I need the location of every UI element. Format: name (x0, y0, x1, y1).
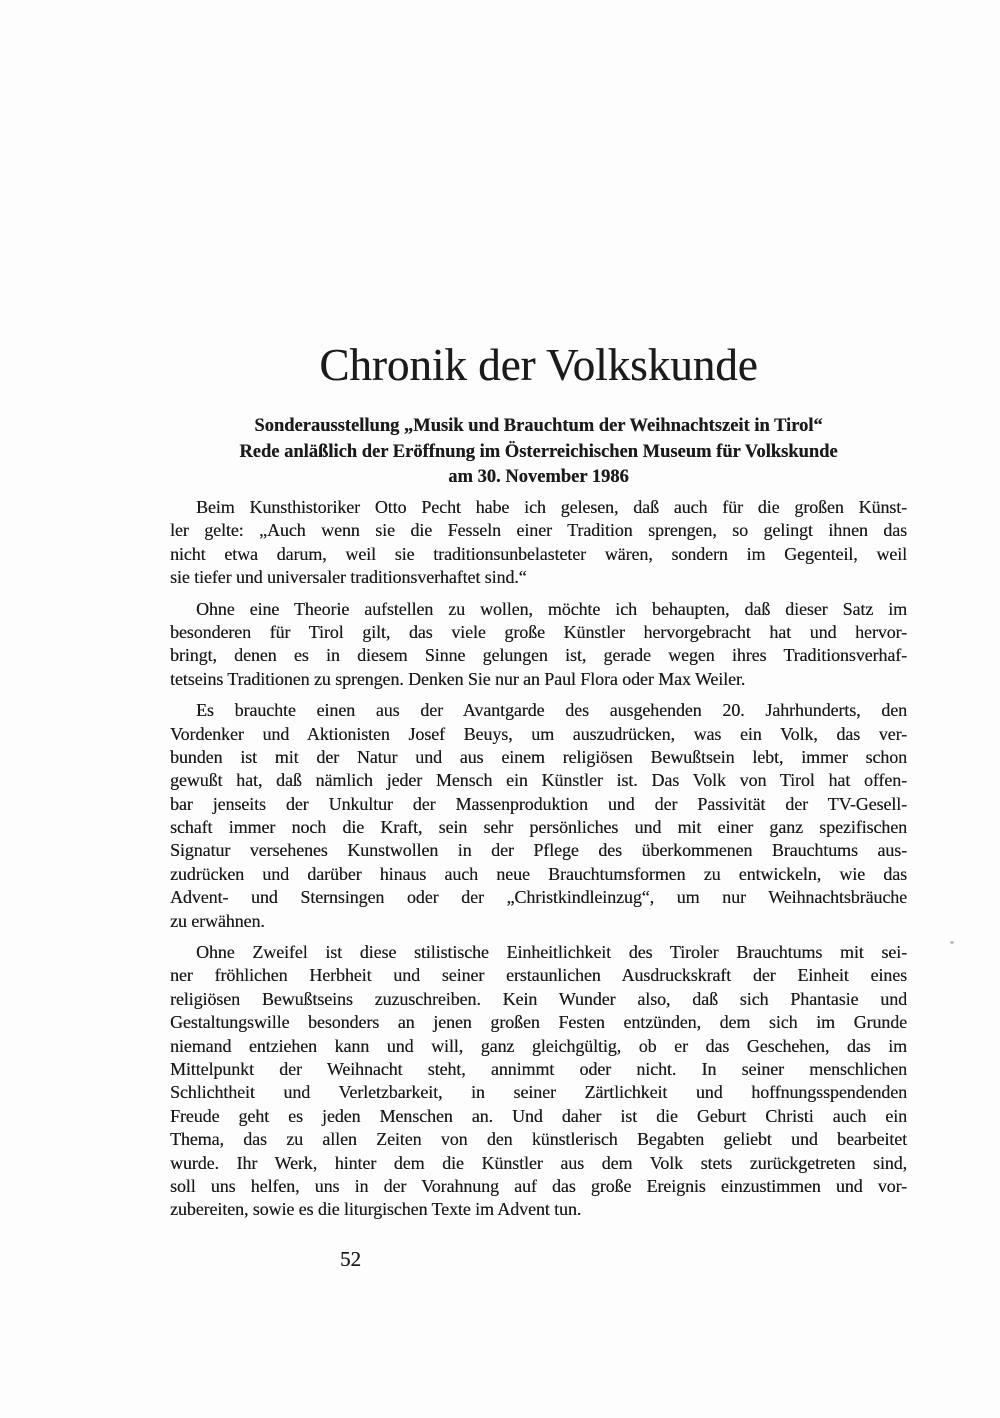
text-line: gewußt hat, daß nämlich jeder Mensch ein Künstler ist. Das Volk von Tirol hat offen- (170, 770, 907, 791)
text-line: zu erwähnen. (170, 910, 265, 931)
scan-artifact-dot (950, 941, 954, 944)
paragraph (170, 699, 907, 933)
text-line: Advent- und Sternsingen oder der „Christkindleinzug“, um nur Weihnachtsbräuche (170, 887, 907, 908)
page-number: 52 (340, 1247, 361, 1271)
text-column (170, 0, 907, 1418)
text-line: Thema, das zu allen Zeiten von den künstlerisch Begabten geliebt und bearbeitet (170, 1129, 907, 1150)
text-line: Schlichtheit und Verletzbarkeit, in seiner Zärtlichkeit und hoffnungsspendenden (170, 1082, 907, 1103)
section-heading (170, 414, 907, 491)
text-line: Signatur versehenes Kunstwollen in der Pflege des überkommenen Brauchtums aus- (170, 840, 907, 861)
text-line: besonderen für Tirol gilt, das viele große Künstler hervorgebracht hat und hervor- (170, 621, 907, 642)
text-line: religiösen Bewußtseins zuzuschreiben. Kein Wunder also, daß sich Phantasie und (170, 988, 907, 1009)
text-line: bunden ist mit der Natur und aus einem religiösen Bewußtsein lebt, immer schon (170, 746, 907, 767)
text-line: Es brauchte einen aus der Avantgarde des ausgehenden 20. Jahrhunderts, den (196, 700, 907, 721)
text-line: zudrücken und darüber hinaus auch neue Brauchtumsformen zu entwickeln, wie das (170, 863, 907, 884)
text-line: Ohne eine Theorie aufstellen zu wollen, möchte ich behaupten, daß dieser Satz im (196, 598, 907, 619)
text-line: zubereiten, sowie es die liturgischen Texte im Advent tun. (170, 1199, 582, 1220)
heading-line-speech: Rede anläßlich der Eröffnung im Österreichischen Museum für Volkskunde (239, 441, 838, 462)
text-line: Mittelpunkt der Weihnacht steht, annimmt oder nicht. In seiner menschlichen (170, 1058, 907, 1079)
heading-line-exhibition: Sonderausstellung „Musik und Brauchtum der Weihnachtszeit in Tirol“ (254, 416, 823, 436)
text-line: ler gelte: „Auch wenn sie die Fesseln einer Tradition sprengen, so gelingt ihnen das (170, 520, 907, 541)
text-line: tetseins Traditionen zu sprengen. Denken Sie nur an Paul Flora oder Max Weiler. (170, 668, 746, 689)
text-line: Freude geht es jeden Menschen an. Und daher ist die Geburt Christi auch ein (170, 1105, 907, 1126)
paragraph (170, 941, 907, 1222)
page-title: Chronik der Volkskunde (319, 340, 758, 391)
text-line: Ohne Zweifel ist diese stilistische Einheitlichkeit des Tiroler Brauchtums mit sei- (196, 942, 907, 963)
text-line: niemand entziehen kann und will, ganz gleichgültig, ob er das Geschehen, das im (170, 1035, 907, 1056)
text-line: soll uns helfen, uns in der Vorahnung auf das große Ereignis einzustimmen und vor- (170, 1175, 907, 1196)
text-line: ner fröhlichen Herbheit und seiner erstaunlichen Ausdruckskraft der Einheit eines (170, 965, 907, 986)
paragraph (170, 598, 907, 692)
body-text (170, 496, 907, 1230)
text-line: Gestaltungswille besonders an jenen großen Festen entzünden, dem sich im Grunde (170, 1012, 907, 1033)
text-line: Vordenker und Aktionisten Josef Beuys, um auszudrücken, was ein Volk, das ver- (170, 723, 907, 744)
heading-line-date: am 30. November 1986 (448, 467, 629, 487)
text-line: wurde. Ihr Werk, hinter dem die Künstler aus dem Volk stets zurückgetreten sind, (170, 1152, 907, 1173)
text-line: sie tiefer und universaler traditionsverhaftet sind.“ (170, 567, 527, 588)
text-line: bar jenseits der Unkultur der Massenproduktion und der Passivität der TV-Gesell- (170, 793, 907, 814)
text-line: nicht etwa darum, weil sie traditionsunbelasteter wären, sondern im Gegenteil, weil (170, 543, 907, 564)
text-line: schaft immer noch die Kraft, sein sehr persönliches und mit einer ganz spezifischen (170, 817, 907, 838)
paragraph (170, 496, 907, 590)
text-line: Beim Kunsthistoriker Otto Pecht habe ich gelesen, daß auch für die großen Künst- (196, 497, 907, 517)
text-line: bringt, denen es in diesem Sinne gelungen ist, gerade wegen ihres Traditionsverhaf- (170, 645, 907, 666)
